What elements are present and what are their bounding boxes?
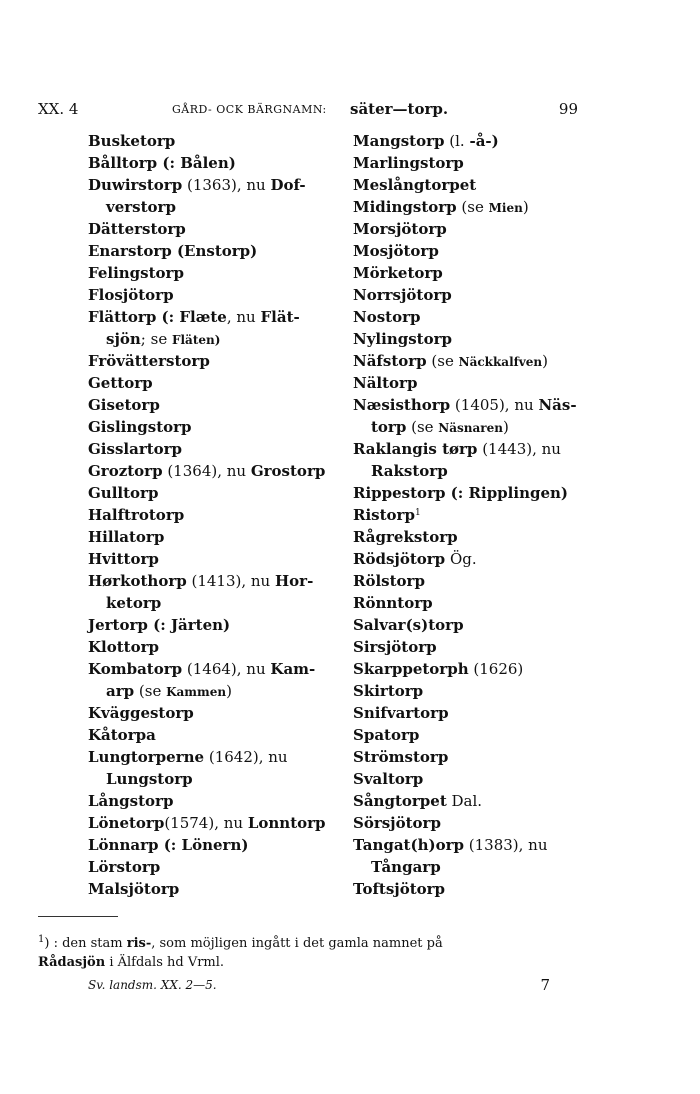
list-item: Mörketorp	[353, 264, 443, 282]
entry-note: Ög.	[445, 550, 477, 568]
entry-name: Lonntorp	[247, 814, 326, 832]
list-item: Rågrekstorp	[353, 528, 458, 546]
entry-ref: Näsnaren	[438, 421, 503, 435]
entry-name: Näs-	[538, 396, 577, 414]
list-item: Nostorp	[353, 308, 421, 326]
entry-name: Ristorp	[353, 506, 415, 524]
list-item: Mosjötorp	[353, 242, 439, 260]
list-item: Lungstorp	[106, 770, 193, 788]
entry-note: (se	[406, 418, 439, 436]
entry-note: ; se	[140, 330, 172, 348]
entry-note: (1626)	[468, 660, 524, 678]
signature-number: 7	[540, 976, 550, 994]
list-item: Rölstorp	[353, 572, 425, 590]
entry-note: (l.	[444, 132, 470, 150]
footnote-marker: 1	[414, 508, 421, 518]
list-item: Långstorp	[88, 792, 174, 810]
signature-mark: Sv. landsm. XX. 2—5.	[88, 978, 217, 992]
list-item: Enarstorp (Enstorp)	[88, 242, 258, 260]
entry-note: (1642), nu	[204, 748, 288, 766]
list-item: Marlingstorp	[353, 154, 464, 172]
entry-name: Flæte	[179, 308, 227, 326]
list-item	[88, 174, 358, 196]
footnote-term: ris-	[126, 936, 152, 951]
list-item: Strömstorp	[353, 748, 449, 766]
list-item: Norrsjötorp	[353, 286, 452, 304]
entry-note: (1363), nu	[182, 176, 271, 194]
list-item: Hillatorp	[88, 528, 165, 546]
entry-note: Dal.	[446, 792, 483, 810]
list-item	[353, 790, 623, 812]
entry-name: Næsisthorp	[353, 396, 451, 414]
entry-ref: Mien	[488, 201, 523, 215]
entry-note: (1413), nu	[186, 572, 275, 590]
entry-name: Lungtorperne	[88, 748, 205, 766]
footnote-divider	[38, 916, 118, 917]
list-item: Lönnarp (: Lönern)	[88, 836, 249, 854]
entry-ref: Fläten)	[171, 333, 221, 347]
entry-note: (1364), nu	[162, 462, 251, 480]
entry-name: Flät-	[260, 308, 300, 326]
entry-name: Grostorp	[250, 462, 326, 480]
list-item: Gislingstorp	[88, 418, 192, 436]
list-item	[353, 548, 623, 570]
entry-note: )	[502, 418, 509, 436]
list-item: Flosjötorp	[88, 286, 174, 304]
entry-name: Mangstorp	[353, 132, 445, 150]
entry-name: Duwirstorp	[88, 176, 183, 194]
list-item: Nylingstorp	[353, 330, 452, 348]
entry-note: )	[522, 198, 529, 216]
list-item: Dätterstorp	[88, 220, 186, 238]
entry-note: (1405), nu	[450, 396, 539, 414]
list-item: Sirsjötorp	[353, 638, 437, 656]
entry-name: Raklangis tørp	[353, 440, 478, 458]
entry-name: Flättorp (:	[88, 308, 180, 326]
list-item: Rakstorp	[371, 462, 448, 480]
footnote-number: 1	[38, 934, 45, 945]
entry-name: Dof-	[270, 176, 306, 194]
entry-name: Näfstorp	[353, 352, 427, 370]
list-item: verstorp	[106, 198, 176, 216]
list-item: Toftsjötorp	[353, 880, 446, 898]
entry-note: (1383), nu	[463, 836, 548, 854]
footnote-term: Rådasjön	[38, 955, 106, 970]
entry-name: Hørkothorp	[88, 572, 187, 590]
list-item	[353, 394, 623, 416]
footnote-text: ) : den stam	[44, 936, 127, 951]
list-item: Sörsjötorp	[353, 814, 441, 832]
list-item: Salvar(s)torp	[353, 616, 464, 634]
list-item	[88, 746, 358, 768]
list-item	[353, 416, 623, 438]
list-item: Malsjötorp	[88, 880, 180, 898]
left-column	[88, 130, 358, 900]
list-item	[353, 350, 623, 372]
list-item	[88, 570, 358, 592]
list-item: Svaltorp	[353, 770, 424, 788]
list-item: Gisslartorp	[88, 440, 183, 458]
entry-name: torp	[371, 418, 407, 436]
list-item: Hvittorp	[88, 550, 159, 568]
list-item	[353, 504, 623, 526]
list-item: Klottorp	[88, 638, 159, 656]
list-item	[353, 196, 623, 218]
footnote-text: i Älfdals hd Vrml.	[105, 955, 225, 970]
list-item: Snifvartorp	[353, 704, 449, 722]
list-item	[88, 306, 358, 328]
list-item	[353, 834, 623, 856]
list-item	[353, 438, 623, 460]
list-item	[88, 680, 358, 702]
entry-note: (se	[456, 198, 489, 216]
list-item: Meslångtorpet	[353, 176, 477, 194]
entry-note: )	[226, 682, 232, 700]
entry-note: (se	[134, 682, 167, 700]
entry-name: Groztorp	[88, 462, 163, 480]
list-item: Nältorp	[353, 374, 418, 392]
list-item	[88, 658, 358, 680]
signature-line	[88, 978, 550, 992]
list-item: Busketorp	[88, 132, 176, 150]
entry-name: Hor-	[275, 572, 314, 590]
footnote	[38, 934, 583, 972]
list-item: Kåtorpa	[88, 726, 156, 744]
entry-name: Lönetorp	[88, 814, 165, 832]
list-item	[88, 812, 358, 834]
list-item	[88, 328, 358, 350]
right-column	[353, 130, 623, 900]
list-item	[88, 460, 358, 482]
entry-name: Midingstorp	[353, 198, 457, 216]
entry-note: , nu	[226, 308, 261, 326]
entry-note: (se	[426, 352, 459, 370]
entry-note: (1443), nu	[477, 440, 561, 458]
list-item: Tångarp	[371, 858, 441, 876]
list-item	[353, 130, 623, 152]
header-title: GÅRD- OCK BÄRGNAMN:	[172, 103, 327, 116]
list-item: Jertorp (: Järten)	[88, 616, 231, 634]
entry-ref: Kammen	[166, 685, 227, 699]
entry-name: Tangat(h)orp	[353, 836, 464, 854]
footnote-text: , som möjligen ingått i det gamla namnet på	[151, 936, 443, 951]
list-item: Spatorp	[353, 726, 420, 744]
entry-ref: Näckkalfven	[458, 355, 543, 369]
list-item: Morsjötorp	[353, 220, 447, 238]
entry-note: )	[542, 352, 548, 370]
entry-note: (1574), nu	[164, 814, 248, 832]
list-item: Frövätterstorp	[88, 352, 210, 370]
entry-name: Kombatorp	[88, 660, 183, 678]
list-item: Gisetorp	[88, 396, 160, 414]
volume-number: XX. 4	[38, 100, 79, 118]
entry-name: arp	[106, 682, 135, 700]
list-item: Felingstorp	[88, 264, 184, 282]
list-item: Kväggestorp	[88, 704, 194, 722]
entry-name: sjön	[106, 330, 141, 348]
running-header	[38, 100, 578, 120]
list-item: Halftrotorp	[88, 506, 185, 524]
list-item: Gulltorp	[88, 484, 159, 502]
entry-ref: -å-)	[469, 132, 499, 150]
list-item: Gettorp	[88, 374, 153, 392]
list-item: Bålltorp (: Bålen)	[88, 154, 236, 172]
page-number: 99	[558, 100, 578, 118]
list-item: ketorp	[106, 594, 162, 612]
entry-name: Rödsjötorp	[353, 550, 446, 568]
header-section: säter—torp.	[350, 100, 449, 118]
list-item: Lörstorp	[88, 858, 161, 876]
entry-name: Sångtorpet	[353, 792, 447, 810]
entry-name: Skarppetorph	[353, 660, 469, 678]
list-item: Rönntorp	[353, 594, 433, 612]
list-item	[353, 658, 623, 680]
entry-name: Kam-	[270, 660, 316, 678]
list-item: Skirtorp	[353, 682, 424, 700]
list-item: Rippestorp (: Ripplingen)	[353, 484, 569, 502]
entry-note: (1464), nu	[182, 660, 271, 678]
